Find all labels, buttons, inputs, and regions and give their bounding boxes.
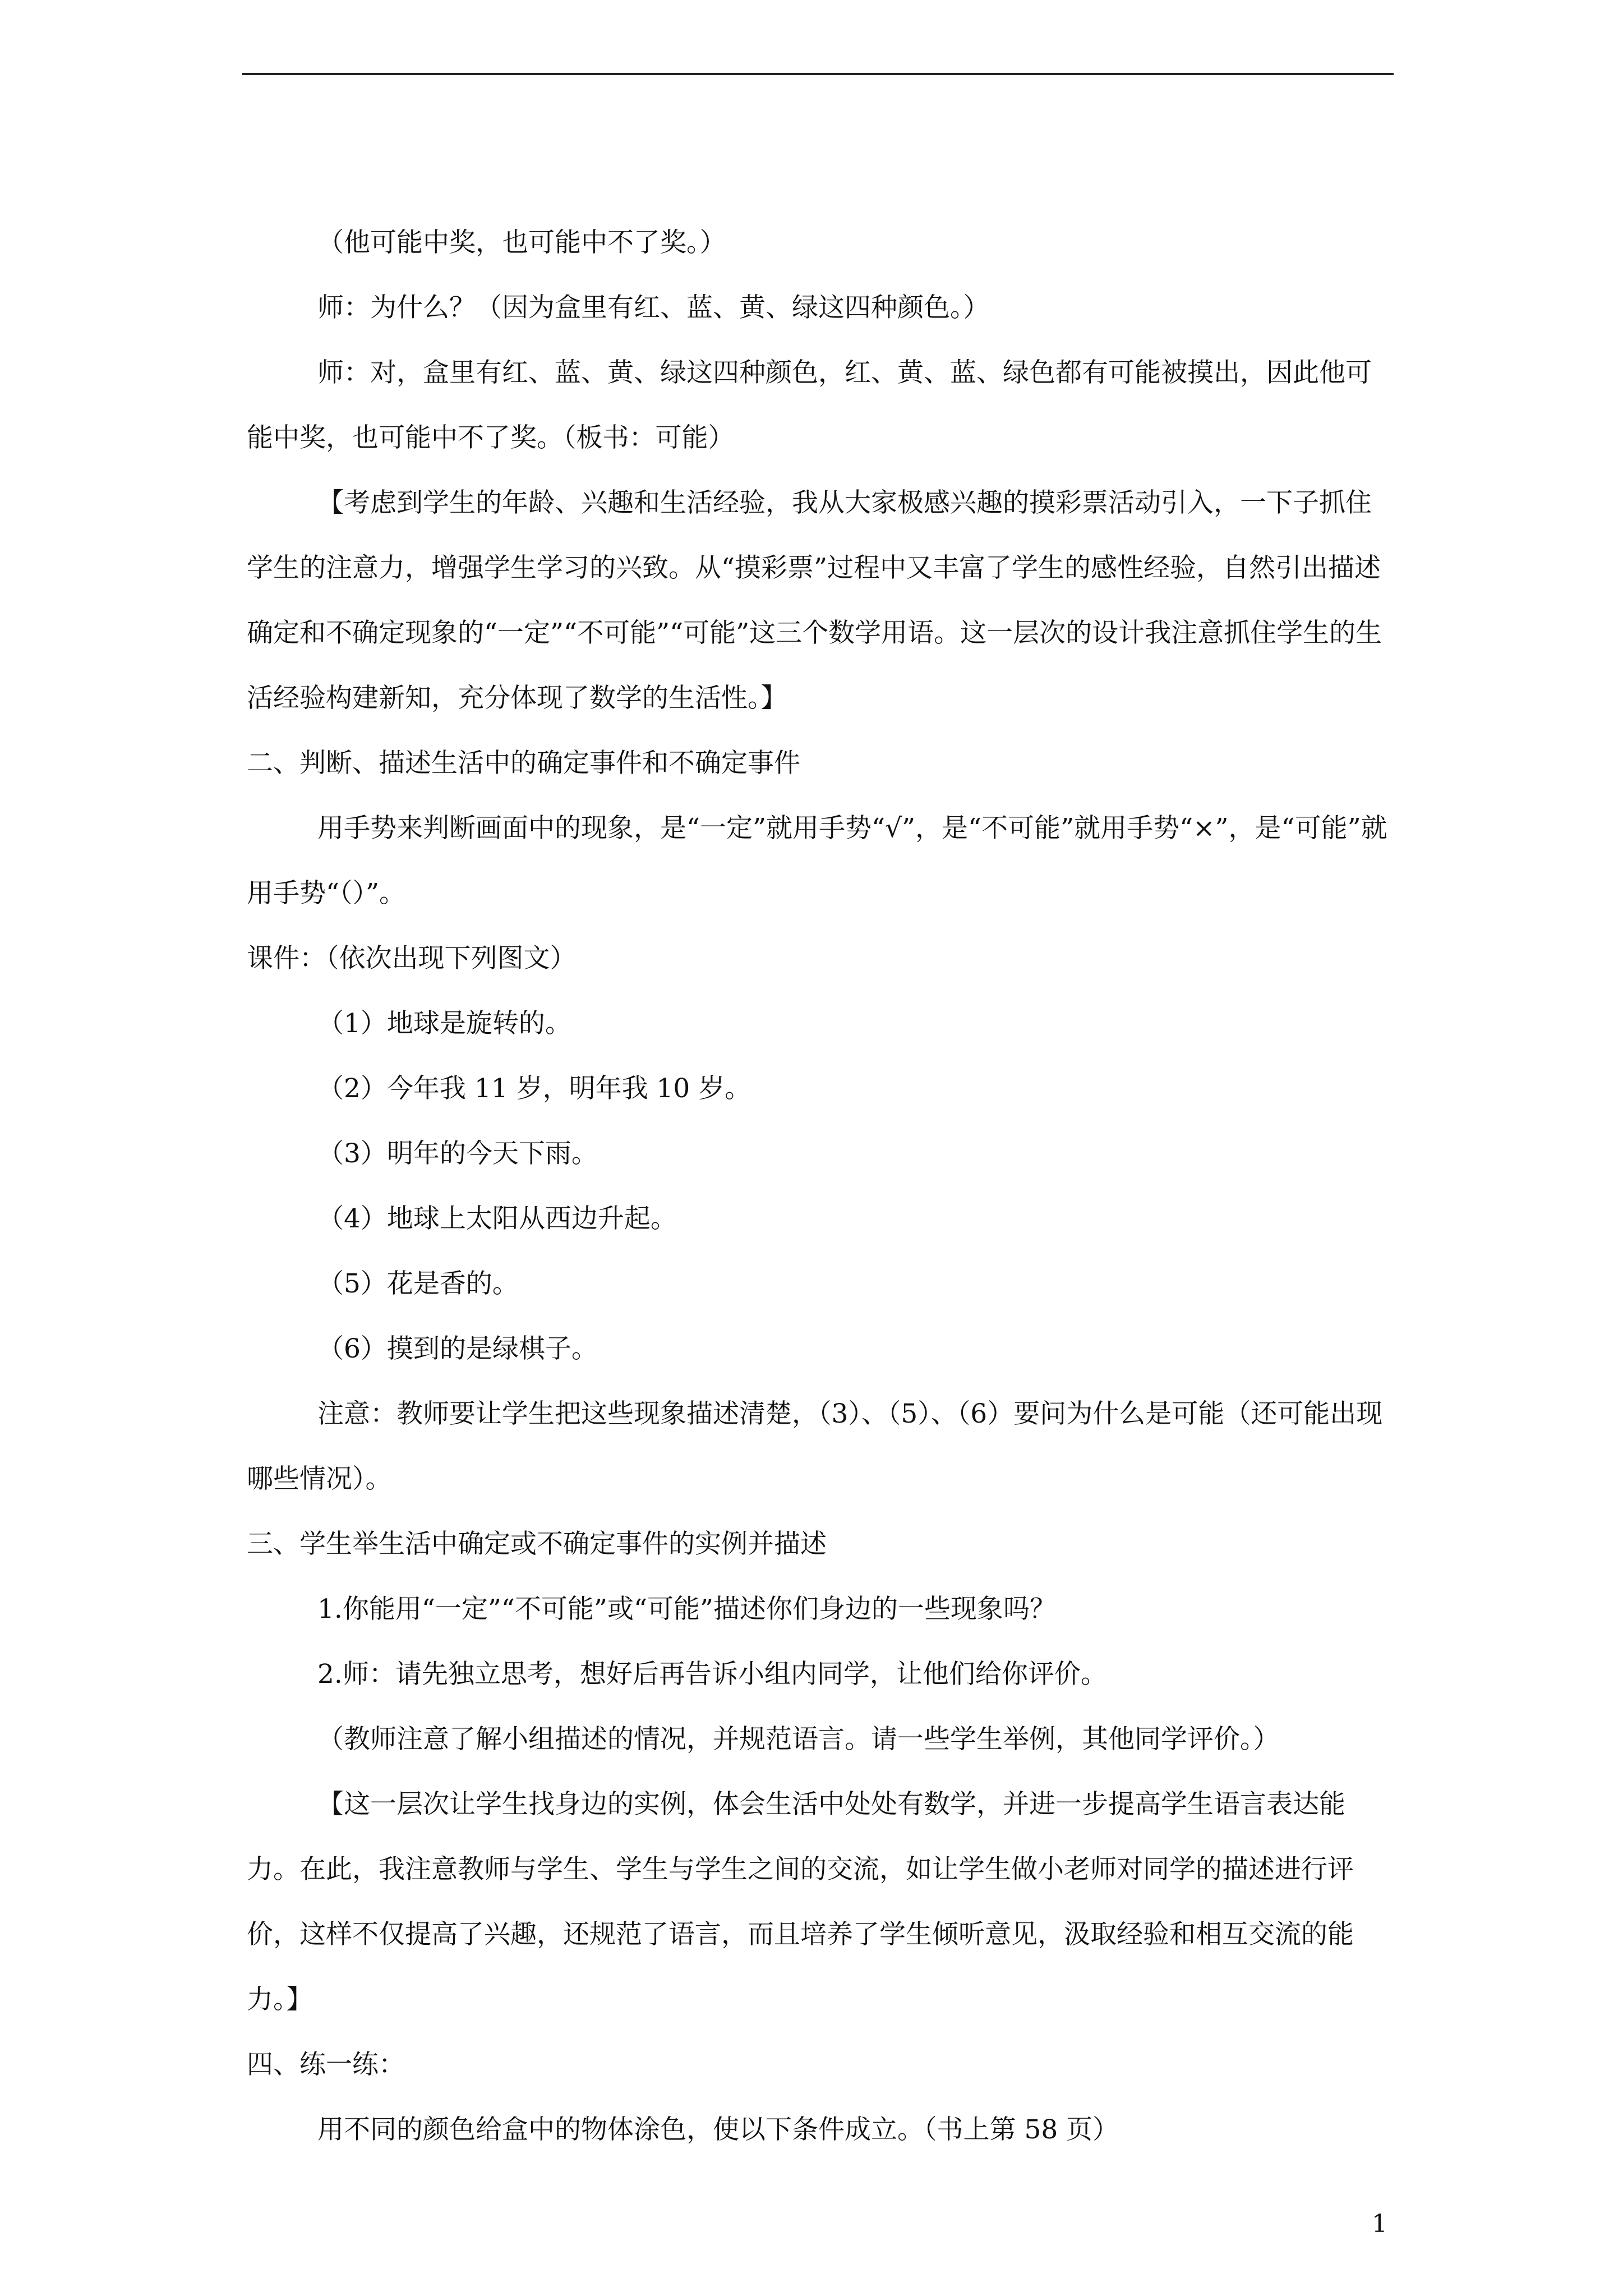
paragraph: 注意：教师要让学生把这些现象描述清楚，（3）、（5）、（6）要问为什么是可能（还可能出现哪些情况）。 — [247, 1398, 1383, 1494]
section-heading: 二、判断、描述生活中的确定事件和不确定事件 — [247, 748, 800, 779]
header-rule — [242, 73, 1394, 75]
paragraph: 【考虑到学生的年龄、兴趣和生活经验，我从大家极感兴趣的摸彩票活动引入，一下子抓住学生的注意力，增强学生学习的兴致。从“摸彩票”过程中又丰富了学生的感性经验，自然引出描述确定和不确定现象的“一定”“不可能”“可能”这三个数学用语。这一层次的设计我注意抓住学生的生活经验构建新知，充分体现了数学的生活性。】 — [247, 487, 1382, 714]
document-body — [247, 210, 1396, 2162]
paragraph: 师：对，盒里有红、蓝、黄、绿这四种颜色，红、黄、蓝、绿色都有可能被摸出，因此他可能中奖，也可能中不了奖。（板书：可能） — [247, 357, 1372, 453]
page-number: 1 — [1372, 2210, 1387, 2238]
list-item: （5）花是香的。 — [317, 1268, 519, 1299]
list-item: （1）地球是旋转的。 — [317, 1008, 571, 1039]
section-heading: 四、练一练： — [247, 2049, 405, 2080]
paragraph: 用手势来判断画面中的现象，是“一定”就用手势“√”，是“不可能”就用手势“×”，是“可能”就用手势“（）”。 — [247, 813, 1387, 909]
list-item: （3）明年的今天下雨。 — [317, 1138, 598, 1169]
paragraph: 课件：（依次出现下列图文） — [247, 943, 577, 974]
list-item: （4）地球上太阳从西边升起。 — [317, 1203, 677, 1234]
section-heading: 三、学生举生活中确定或不确定事件的实例并描述 — [247, 1529, 827, 1559]
list-item: （6）摸到的是绿棋子。 — [317, 1333, 598, 1364]
paragraph: 用不同的颜色给盒中的物体涂色，使以下条件成立。（书上第 58 页） — [317, 2114, 1119, 2145]
paragraph: （教师注意了解小组描述的情况，并规范语言。请一些学生举例，其他同学评价。） — [317, 1724, 1280, 1755]
list-item: 1.你能用“一定”“不可能”或“可能”描述你们身边的一些现象吗？ — [317, 1594, 1057, 1625]
list-item: 2.师：请先独立思考，想好后再告诉小组内同学，让他们给你评价。 — [317, 1659, 1107, 1690]
paragraph: 师：为什么？（因为盒里有红、蓝、黄、绿这四种颜色。） — [317, 292, 990, 323]
paragraph: （他可能中奖，也可能中不了奖。） — [317, 227, 726, 258]
paragraph: 【这一层次让学生找身边的实例，体会生活中处处有数学，并进一步提高学生语言表达能力。在此，我注意教师与学生、学生与学生之间的交流，如让学生做小老师对同学的描述进行评价，这样不仅提高了兴趣，还规范了语言，而且培养了学生倾听意见，汲取经验和相互交流的能力。】 — [247, 1789, 1354, 2015]
list-item: （2）今年我 11 岁，明年我 10 岁。 — [317, 1073, 751, 1104]
